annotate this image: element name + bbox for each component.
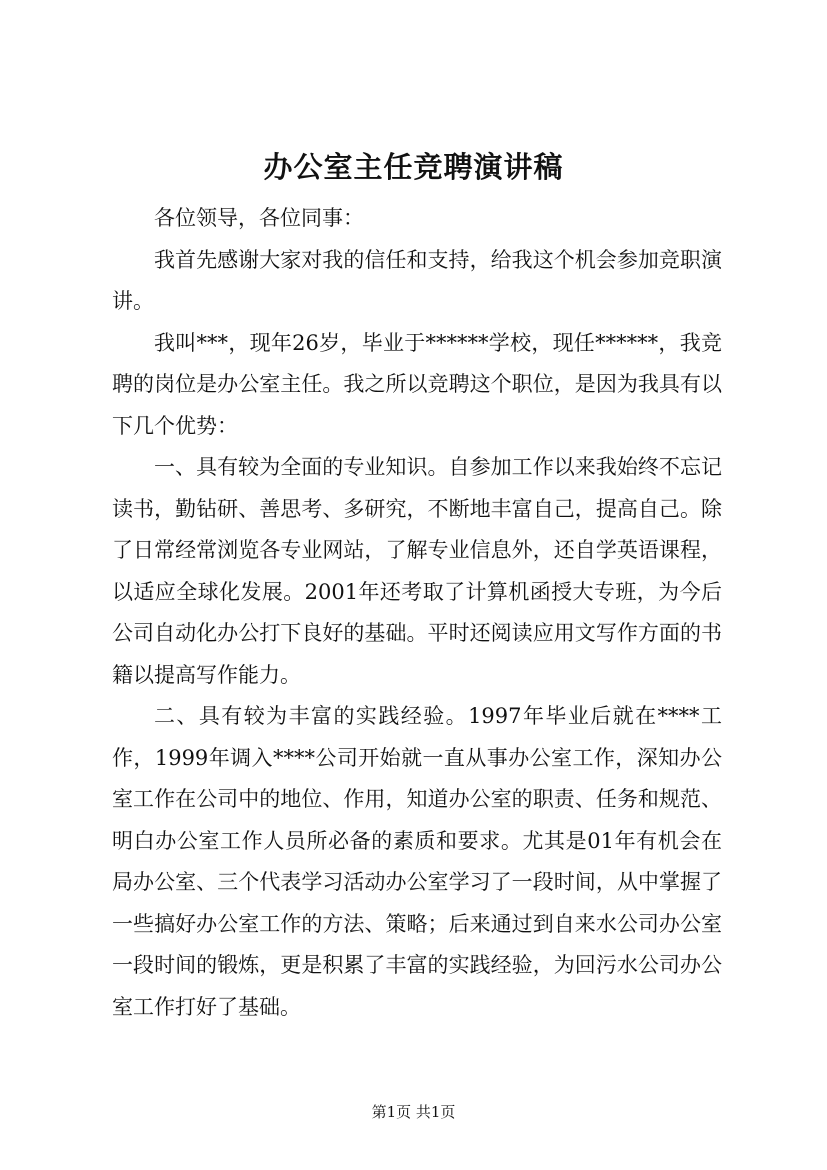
page-footer: 第1页 共1页 bbox=[371, 1103, 456, 1121]
document-body bbox=[112, 198, 722, 1028]
paragraph-introduction: 我叫***，现年26岁，毕业于******学校，现任******，我竞聘的岗位是办公室主任。我之所以竞聘这个职位，是因为我具有以下几个优势： bbox=[112, 330, 722, 438]
document-title: 办公室主任竞聘演讲稿 bbox=[263, 150, 564, 184]
paragraph-advantage-one: 一、具有较为全面的专业知识。自参加工作以来我始终不忘记读书，勤钻研、善思考、多研究，不断地丰富自己，提高自己。除了日常经常浏览各专业网站，了解专业信息外，还自学英语课程，以适应全球化发展。2001年还考取了计算机函授大专班，为今后公司自动化办公打下良好的基础。平时还阅读应用文写作方面的书籍以提高写作能力。 bbox=[112, 455, 722, 687]
paragraph-greeting: 各位领导，各位同事： bbox=[154, 206, 364, 230]
paragraph-thanks: 我首先感谢大家对我的信任和支持，给我这个机会参加竞职演讲。 bbox=[112, 247, 722, 313]
paragraph-advantage-two: 二、具有较为丰富的实践经验。1997年毕业后就在****工作，1999年调入****公司开始就一直从事办公室工作，深知办公室工作在公司中的地位、作用，知道办公室的职责、任务和规范、明白办公室工作人员所必备的素质和要求。尤其是01年有机会在局办公室、三个代表学习活动办公室学习了一段时间，从中掌握了一些搞好办公室工作的方法、策略；后来通过到自来水公司办公室一段时间的锻炼，更是积累了丰富的实践经验，为回污水公司办公室工作打好了基础。 bbox=[112, 704, 722, 1019]
